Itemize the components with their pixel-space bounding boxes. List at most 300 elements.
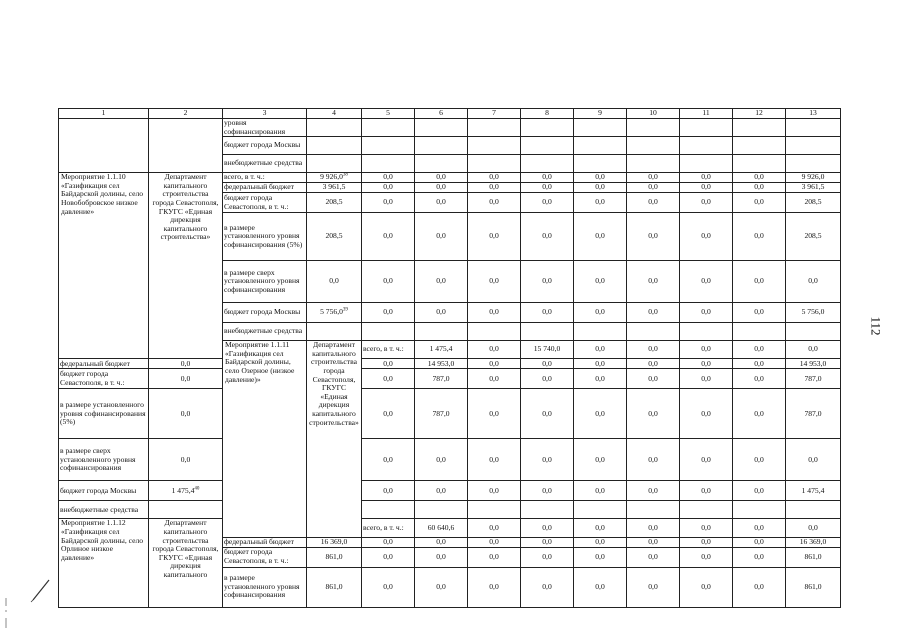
amount-cell — [574, 137, 627, 155]
funding-source-cell: федеральный бюджет — [59, 359, 149, 369]
amount-cell — [468, 567, 521, 607]
executor-cell: Департамент капитального строительства города Севастополя, ГКУГС «Единая дирекция капитального — [149, 519, 223, 607]
budget-table-sheet — [58, 108, 840, 608]
funding-source-cell: бюджет города Москвы — [59, 481, 149, 501]
amount-cell — [627, 359, 680, 369]
executor-cell: Департамент капитального строительства города Севастополя, ГКУГС «Единая дирекция капитального строительства» — [307, 341, 362, 537]
amount-cell — [415, 369, 468, 389]
amount-cell — [680, 547, 733, 567]
amount-value: 0,0 — [383, 358, 393, 368]
amount-value: 0,0 — [383, 581, 393, 591]
amount-value: 0,0 — [701, 231, 711, 241]
amount-value: 0,0 — [383, 454, 393, 464]
measure-name-cell: Мероприятие 1.1.10 «Газификация сел Байдарской долины, село Новобобровское низкое давление» — [59, 173, 149, 359]
amount-cell — [680, 173, 733, 183]
amount-value: 0,0 — [648, 408, 658, 418]
funding-source-cell: всего, в т. ч.: — [362, 519, 415, 537]
amount-value: 3 961,5 — [801, 182, 825, 192]
amount-value: 0,0 — [542, 537, 552, 546]
amount-cell — [149, 481, 223, 501]
amount-cell — [468, 173, 521, 183]
amount-cell — [786, 439, 841, 481]
amount-cell — [680, 303, 733, 323]
amount-cell — [362, 501, 415, 519]
amount-value: 0,0 — [648, 172, 658, 182]
table-row — [59, 119, 841, 137]
column-header-11: 11 — [680, 109, 733, 119]
amount-cell — [733, 173, 786, 183]
budget-table — [58, 108, 841, 608]
amount-cell — [415, 183, 468, 193]
amount-cell — [627, 439, 680, 481]
amount-cell — [574, 155, 627, 173]
amount-value: 0,0 — [808, 276, 818, 286]
amount-value: 0,0 — [383, 537, 393, 546]
measure-name-cell: Мероприятие 1.1.11 «Газификация сел Байдарской долины, село Озерное (низкое давление)» — [223, 341, 307, 537]
measure-name-cell — [59, 119, 149, 173]
amount-cell — [521, 261, 574, 303]
funding-source-cell: бюджет города Севастополя, в т. ч.: — [59, 369, 149, 389]
amount-value: 0,0 — [436, 537, 446, 546]
amount-value: 16 369,0 — [799, 537, 827, 546]
amount-cell — [149, 501, 223, 519]
amount-cell — [521, 519, 574, 537]
amount-value: 0,0 — [595, 522, 605, 532]
amount-cell — [415, 173, 468, 183]
amount-cell — [468, 519, 521, 537]
amount-value: 0,0 — [436, 231, 446, 241]
amount-cell — [415, 323, 468, 341]
amount-cell — [415, 359, 468, 369]
amount-cell — [680, 119, 733, 137]
amount-value: 0,0 — [329, 276, 339, 286]
amount-value: 0,0 — [542, 522, 552, 532]
amount-cell — [786, 567, 841, 607]
amount-cell — [362, 567, 415, 607]
amount-cell — [468, 303, 521, 323]
amount-value: 0,0 — [489, 537, 499, 546]
amount-value: 1 475,4 — [801, 485, 825, 495]
amount-value: 0,0 — [701, 197, 711, 207]
amount-value: 0,0 — [180, 454, 191, 464]
amount-cell — [680, 369, 733, 389]
amount-value: 0,0 — [489, 182, 499, 192]
amount-cell — [468, 341, 521, 359]
amount-cell — [574, 323, 627, 341]
amount-value: 0,0 — [648, 344, 658, 354]
funding-source-cell: уровня софинансирования — [223, 119, 307, 137]
amount-cell — [415, 567, 468, 607]
amount-cell — [733, 137, 786, 155]
amount-value: 16 369,0 — [320, 537, 348, 546]
amount-cell — [307, 303, 362, 323]
amount-value: 0,0 — [754, 485, 764, 495]
amount-cell — [362, 261, 415, 303]
funding-source-cell: всего, в т. ч.: — [362, 341, 415, 359]
amount-cell — [468, 439, 521, 481]
amount-cell — [307, 183, 362, 193]
amount-value: 787,0 — [432, 408, 450, 418]
amount-value: 60 640,6 — [427, 522, 455, 532]
amount-value: 0,0 — [436, 182, 446, 192]
amount-cell — [733, 261, 786, 303]
amount-cell — [307, 119, 362, 137]
amount-value: 0,0 — [542, 358, 552, 368]
amount-value: 0,0 — [701, 182, 711, 192]
column-header-12: 12 — [733, 109, 786, 119]
amount-cell — [468, 323, 521, 341]
amount-value: 0,0 — [489, 551, 499, 561]
amount-cell — [574, 303, 627, 323]
amount-value: 0,0 — [595, 344, 605, 354]
amount-cell — [786, 389, 841, 439]
amount-cell — [680, 389, 733, 439]
amount-cell — [574, 183, 627, 193]
amount-cell — [680, 567, 733, 607]
amount-value: 0,0 — [542, 182, 552, 192]
amount-value: 861,0 — [804, 551, 822, 561]
amount-cell — [680, 213, 733, 261]
amount-cell — [415, 119, 468, 137]
amount-value: 0,0 — [754, 581, 764, 591]
amount-cell — [362, 173, 415, 183]
amount-cell — [415, 193, 468, 213]
amount-value: 9 926,0 — [320, 172, 343, 182]
amount-value: 0,0 — [436, 307, 446, 317]
scan-edge-mark — [4, 598, 8, 628]
amount-value: 0,0 — [436, 485, 446, 495]
amount-value: 208,5 — [325, 231, 343, 241]
amount-value: 0,0 — [383, 551, 393, 561]
amount-cell — [680, 341, 733, 359]
amount-value: 0,0 — [648, 454, 658, 464]
amount-cell — [627, 323, 680, 341]
amount-cell — [733, 537, 786, 547]
amount-cell — [307, 213, 362, 261]
amount-value: 0,0 — [595, 373, 605, 383]
column-header-2: 2 — [149, 109, 223, 119]
amount-value: 0,0 — [648, 551, 658, 561]
amount-cell — [680, 137, 733, 155]
amount-value: 1 475,4 — [429, 344, 453, 354]
amount-cell — [786, 155, 841, 173]
amount-cell — [574, 119, 627, 137]
amount-cell — [574, 193, 627, 213]
table-row — [59, 439, 841, 481]
pen-stroke-mark — [30, 578, 52, 604]
amount-cell — [307, 261, 362, 303]
amount-cell — [362, 213, 415, 261]
amount-cell — [521, 481, 574, 501]
table-row — [59, 369, 841, 389]
column-header-8: 8 — [521, 109, 574, 119]
amount-value: 0,0 — [648, 581, 658, 591]
amount-value: 0,0 — [436, 172, 446, 182]
table-body — [59, 119, 841, 608]
amount-cell — [149, 439, 223, 481]
amount-cell — [468, 213, 521, 261]
table-row — [59, 519, 841, 537]
amount-value: 0,0 — [701, 537, 711, 546]
amount-cell — [733, 341, 786, 359]
amount-value: 787,0 — [804, 373, 822, 383]
amount-value: 0,0 — [808, 454, 818, 464]
amount-value: 0,0 — [383, 276, 393, 286]
amount-cell — [627, 537, 680, 547]
amount-value: 0,0 — [648, 307, 658, 317]
amount-cell — [786, 501, 841, 519]
amount-value: 0,0 — [489, 408, 499, 418]
amount-cell — [574, 439, 627, 481]
amount-value: 0,0 — [542, 197, 552, 207]
amount-value: 0,0 — [701, 485, 711, 495]
amount-cell — [627, 519, 680, 537]
amount-cell — [680, 537, 733, 547]
amount-value: 15 740,0 — [533, 344, 561, 354]
amount-cell — [415, 519, 468, 537]
amount-cell — [680, 359, 733, 369]
amount-cell — [362, 439, 415, 481]
amount-cell — [574, 173, 627, 183]
amount-cell — [307, 173, 362, 183]
amount-value: 0,0 — [383, 231, 393, 241]
amount-cell — [362, 359, 415, 369]
funding-source-cell: федеральный бюджет — [223, 537, 307, 547]
amount-value: 0,0 — [648, 537, 658, 546]
amount-cell — [733, 119, 786, 137]
amount-cell — [307, 567, 362, 607]
amount-cell — [627, 389, 680, 439]
amount-cell — [733, 481, 786, 501]
amount-cell — [362, 547, 415, 567]
amount-cell — [786, 481, 841, 501]
amount-value: 0,0 — [701, 408, 711, 418]
amount-value: 0,0 — [542, 172, 552, 182]
amount-cell — [307, 537, 362, 547]
amount-value: 0,0 — [595, 276, 605, 286]
amount-value: 0,0 — [180, 408, 191, 418]
amount-cell — [786, 183, 841, 193]
amount-value: 9 926,0 — [801, 172, 825, 182]
amount-value: 0,0 — [648, 182, 658, 192]
header-row — [59, 109, 841, 119]
amount-value: 208,5 — [804, 197, 822, 207]
amount-value: 861,0 — [325, 581, 343, 591]
amount-value: 0,0 — [754, 454, 764, 464]
amount-value: 0,0 — [595, 581, 605, 591]
amount-value: 0,0 — [436, 581, 446, 591]
amount-cell — [733, 359, 786, 369]
amount-cell — [468, 137, 521, 155]
column-header-5: 5 — [362, 109, 415, 119]
amount-value: 5 756,0 — [801, 307, 825, 317]
amount-cell — [574, 341, 627, 359]
amount-cell — [786, 341, 841, 359]
funding-source-cell: внебюджетные средства — [223, 323, 307, 341]
amount-cell — [415, 389, 468, 439]
amount-cell — [574, 481, 627, 501]
amount-cell — [680, 193, 733, 213]
amount-cell — [521, 389, 574, 439]
amount-value: 3 961,5 — [322, 182, 346, 192]
amount-cell — [733, 567, 786, 607]
amount-cell — [627, 567, 680, 607]
amount-cell — [468, 155, 521, 173]
amount-value: 0,0 — [595, 408, 605, 418]
amount-cell — [415, 439, 468, 481]
amount-cell — [468, 481, 521, 501]
amount-cell — [680, 183, 733, 193]
funding-source-cell: в размере сверх установленного уровня софинансирования — [59, 439, 149, 481]
amount-cell — [786, 359, 841, 369]
amount-cell — [574, 359, 627, 369]
amount-value: 0,0 — [489, 172, 499, 182]
amount-cell — [733, 155, 786, 173]
amount-value: 0,0 — [701, 522, 711, 532]
amount-cell — [521, 323, 574, 341]
amount-value: 0,0 — [180, 358, 191, 368]
amount-value: 0,0 — [383, 172, 393, 182]
amount-cell — [415, 501, 468, 519]
amount-cell — [521, 341, 574, 359]
amount-cell — [415, 137, 468, 155]
amount-cell — [733, 369, 786, 389]
amount-cell — [733, 323, 786, 341]
amount-cell — [362, 481, 415, 501]
amount-cell — [574, 369, 627, 389]
amount-value: 861,0 — [804, 581, 822, 591]
amount-cell — [362, 537, 415, 547]
amount-value: 0,0 — [436, 454, 446, 464]
amount-cell — [627, 155, 680, 173]
amount-cell — [786, 519, 841, 537]
amount-value: 0,0 — [754, 551, 764, 561]
amount-value: 0,0 — [701, 581, 711, 591]
amount-cell — [680, 155, 733, 173]
amount-cell — [680, 481, 733, 501]
amount-cell — [733, 519, 786, 537]
amount-value: 14 953,0 — [799, 358, 827, 368]
amount-cell — [574, 501, 627, 519]
amount-value: 0,0 — [180, 373, 191, 383]
page-number: 112 — [868, 316, 884, 336]
amount-value: 0,0 — [489, 358, 499, 368]
amount-cell — [307, 323, 362, 341]
amount-cell — [521, 183, 574, 193]
funding-source-cell: в размере установленного уровня софинансирования (5%) — [59, 389, 149, 439]
amount-value: 0,0 — [383, 182, 393, 192]
amount-value: 0,0 — [436, 197, 446, 207]
amount-value: 14 953,0 — [427, 358, 455, 368]
amount-value: 0,0 — [754, 522, 764, 532]
amount-cell — [521, 537, 574, 547]
amount-cell — [521, 155, 574, 173]
column-header-9: 9 — [574, 109, 627, 119]
column-header-3: 3 — [223, 109, 307, 119]
table-row — [59, 481, 841, 501]
column-header-1: 1 — [59, 109, 149, 119]
amount-cell — [415, 547, 468, 567]
amount-cell — [574, 261, 627, 303]
amount-cell — [574, 567, 627, 607]
amount-cell — [468, 183, 521, 193]
amount-cell — [362, 183, 415, 193]
amount-value: 861,0 — [325, 551, 343, 561]
amount-cell — [574, 389, 627, 439]
amount-cell — [415, 303, 468, 323]
amount-value: 0,0 — [754, 537, 764, 546]
amount-value: 0,0 — [595, 551, 605, 561]
amount-value: 0,0 — [542, 408, 552, 418]
amount-value: 0,0 — [542, 373, 552, 383]
amount-cell — [415, 481, 468, 501]
amount-cell — [627, 369, 680, 389]
amount-value: 0,0 — [383, 373, 393, 383]
executor-cell — [149, 119, 223, 173]
amount-value: 0,0 — [489, 276, 499, 286]
amount-cell — [362, 119, 415, 137]
amount-cell — [627, 261, 680, 303]
amount-cell — [362, 389, 415, 439]
amount-cell — [574, 547, 627, 567]
amount-cell — [415, 155, 468, 173]
amount-value: 0,0 — [808, 522, 818, 532]
amount-cell — [468, 261, 521, 303]
amount-value: 0,0 — [542, 276, 552, 286]
amount-cell — [521, 213, 574, 261]
amount-value: 787,0 — [432, 373, 450, 383]
amount-value: 0,0 — [754, 358, 764, 368]
amount-cell — [521, 303, 574, 323]
amount-cell — [627, 183, 680, 193]
amount-value: 0,0 — [701, 307, 711, 317]
amount-value: 0,0 — [383, 307, 393, 317]
amount-value: 0,0 — [701, 551, 711, 561]
amount-value: 0,0 — [489, 197, 499, 207]
amount-cell — [627, 303, 680, 323]
amount-cell — [362, 303, 415, 323]
amount-value: 0,0 — [754, 231, 764, 241]
amount-cell — [786, 303, 841, 323]
amount-cell — [362, 369, 415, 389]
amount-value: 0,0 — [489, 581, 499, 591]
amount-value: 0,0 — [701, 358, 711, 368]
funding-source-cell: федеральный бюджет — [223, 183, 307, 193]
amount-value: 0,0 — [489, 373, 499, 383]
column-header-10: 10 — [627, 109, 680, 119]
amount-value: 0,0 — [595, 307, 605, 317]
amount-cell — [786, 369, 841, 389]
amount-cell — [627, 173, 680, 183]
amount-cell — [627, 481, 680, 501]
amount-cell — [468, 501, 521, 519]
amount-cell — [521, 137, 574, 155]
amount-value: 0,0 — [701, 373, 711, 383]
amount-value: 0,0 — [754, 182, 764, 192]
amount-value: 0,0 — [754, 373, 764, 383]
amount-cell — [362, 137, 415, 155]
amount-value: 0,0 — [701, 454, 711, 464]
amount-value: 0,0 — [542, 551, 552, 561]
amount-cell — [307, 193, 362, 213]
amount-cell — [149, 359, 223, 369]
amount-cell — [307, 137, 362, 155]
amount-value: 0,0 — [808, 344, 818, 354]
amount-value: 0,0 — [595, 197, 605, 207]
amount-value: 0,0 — [754, 197, 764, 207]
amount-value: 0,0 — [489, 522, 499, 532]
amount-cell — [627, 119, 680, 137]
